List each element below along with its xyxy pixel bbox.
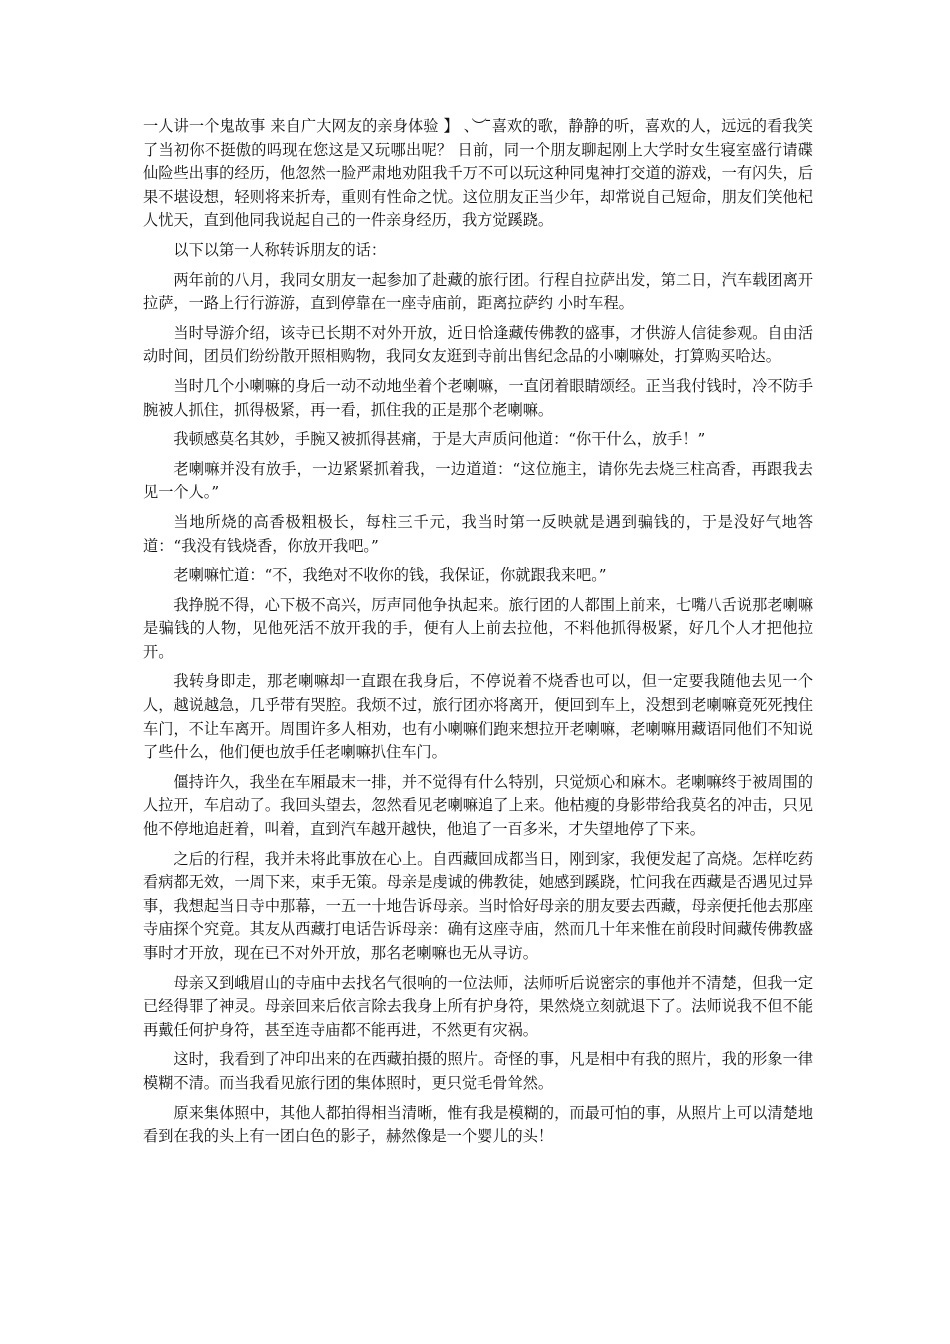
paragraph: 母亲又到峨眉山的寺庙中去找名气很响的一位法师，法师听后说密宗的事他并不清楚，但我一定已经得罪了神灵。母亲回来后依言除去我身上所有护身符，果然烧立刻就退下了。法师说我不但不能再戴任何护身符，甚至连寺庙都不能再进，不然更有灾祸。 bbox=[143, 973, 813, 1039]
paragraph: 这时，我看到了冲印出来的在西藏拍摄的照片。奇怪的事，凡是相中有我的照片，我的形象一律模糊不清。而当我看见旅行团的集体照时，更只觉毛骨耸然。 bbox=[143, 1050, 813, 1092]
paragraph: 以下以第一人称转诉朋友的话： bbox=[173, 240, 387, 259]
paragraph: 我挣脱不得，心下极不高兴，厉声同他争执起来。旅行团的人都围上前来，七嘴八舌说那老喇嘛是骗钱的人物，见他死活不放开我的手，便有人上前去拉他，不料他抓得极紧，好几个人才把他拉开。 bbox=[143, 595, 813, 661]
paragraph: 老喇嘛并没有放手，一边紧紧抓着我，一边道道：“这位施主，请你先去烧三柱高香，再跟我去见一个人。” bbox=[143, 459, 813, 502]
paragraph: 两年前的八月，我同女朋友一起参加了赴藏的旅行团。行程自拉萨出发，第二日，汽车载团离开拉萨，一路上行行游游，直到停靠在一座寺庙前，距离拉萨约 小时车程。 bbox=[143, 270, 813, 313]
paragraph: 当时几个小喇嘛的身后一动不动地坐着个老喇嘛，一直闭着眼睛颂经。正当我付钱时，冷不防手腕被人抓住，抓得极紧，再一看，抓住我的正是那个老喇嘛。 bbox=[143, 376, 813, 419]
paragraph: 当地所烧的高香极粗极长，每柱三千元，我当时第一反映就是遇到骗钱的，于是没好气地答道：“我没有钱烧香，你放开我吧。” bbox=[143, 512, 813, 555]
paragraph: 我顿感莫名其妙，手腕又被抓得甚痛，于是大声质问他道：“你干什么，放手！” bbox=[173, 430, 706, 449]
paragraph: 当时导游介绍，该寺已长期不对外开放，近日恰逢藏传佛教的盛事，才供游人信徒参观。自由活动时间，团员们纷纷散开照相购物，我同女友逛到寺前出售纪念品的小喇嘛处，打算购买哈达。 bbox=[143, 323, 813, 366]
document-body bbox=[143, 115, 813, 1149]
paragraph: 僵持许久，我坐在车厢最末一排，并不觉得有什么特别，只觉烦心和麻木。老喇嘛终于被周围的人拉开，车启动了。我回头望去，忽然看见老喇嘛追了上来。他枯瘦的身影带给我莫名的冲击，只见他不停地追赶着，叫着，直到汽车越开越快，他追了一百多米，才失望地停了下来。 bbox=[143, 772, 813, 839]
paragraph: 原来集体照中，其他人都拍得相当清晰，惟有我是模糊的，而最可怕的事，从照片上可以清楚地看到在我的头上有一团白色的影子，赫然像是一个婴儿的头！ bbox=[143, 1103, 813, 1146]
paragraph: 我转身即走，那老喇嘛却一直跟在我身后，不停说着不烧香也可以，但一定要我随他去见一个人，越说越急，几乎带有哭腔。我烦不过，旅行团亦将离开，便回到车上，没想到老喇嘛竟死死拽住车门，不让车离开。周围许多人相劝，也有小喇嘛们跑来想拉开老喇嘛，老喇嘛用藏语同他们不知说了些什么，他们便也放手任老喇嘛扒住车门。 bbox=[143, 672, 813, 762]
paragraph: 之后的行程，我并未将此事放在心上。自西藏回成都当日，刚到家，我便发起了高烧。怎样吃药看病都无效，一周下来，束手无策。母亲是虔诚的佛教徒，她感到蹊跷，忙问我在西藏是否遇见过异事，我想起当日寺中那幕，一五一十地告诉母亲。当时恰好母亲的朋友要去西藏，母亲便托他去那座寺庙探个究竟。其友从西藏打电话告诉母亲：确有这座寺庙，然而几十年来惟在前段时间藏传佛教盛事时才开放，现在已不对外开放，那名老喇嘛也无从寻访。 bbox=[143, 849, 813, 962]
paragraph: 老喇嘛忙道：“不，我绝对不收你的钱，我保证，你就跟我来吧。” bbox=[173, 566, 607, 585]
paragraph-intro: 一人讲一个鬼故事 来自广大网友的亲身体验 】 、︶ ̄喜欢的歌，静静的听，喜欢的人，远远的看我笑了当初你不挺傲的吗现在您这是又玩哪出呢？ 日前，同一个朋友聊起刚上大学时女生寝室盛行请碟仙险些出事的经历，他忽然一脸严肃地劝阻我千万不可以玩这种同鬼神打交道的游戏，一有闪失，后果不堪设想，轻则将来折寿，重则有性命之忧。这位朋友正当少年，却常说自己短命，朋友们笑他杞人忧天，直到他同我说起自己的一件亲身经历，我方觉蹊跷。 bbox=[143, 117, 813, 230]
